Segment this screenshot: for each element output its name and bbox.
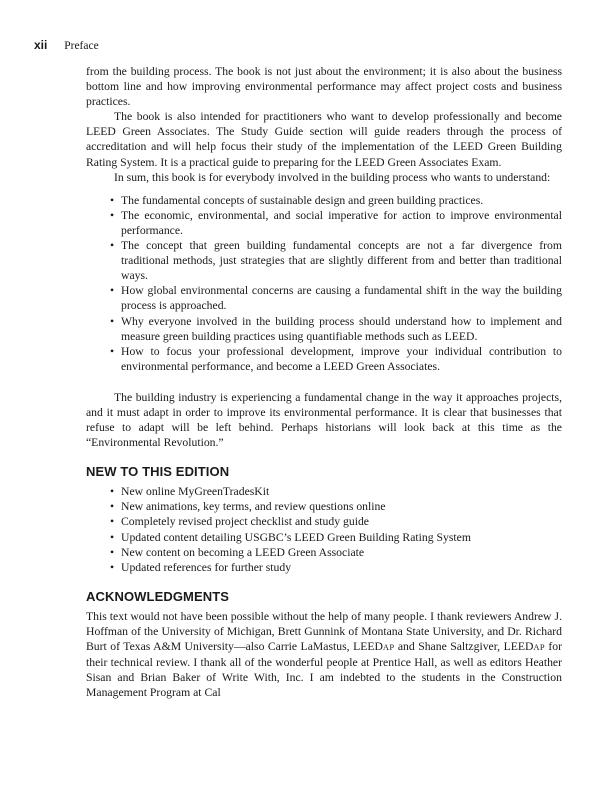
closing-paragraph: The building industry is experiencing a fundamental change in the way it approaches projects, and it must adapt in order to improve its environmental performance. It is clear that businesses that refuse to adapt will be left behind. Perhaps historians will look back at this time as the “Environmental Revolution.” — [86, 390, 562, 450]
list-item: • Updated content detailing USGBC’s LEED Green Building Rating System — [112, 530, 562, 545]
ack-text-2: and Shane Saltzgiver, — [394, 640, 504, 653]
list-item: • How to focus your professional development, improve your individual contribution to environmental performance, and become a LEED Green Associates. — [112, 344, 562, 374]
acknowledgments-paragraph — [86, 609, 562, 701]
leed-credential: LEED — [353, 640, 383, 653]
ap-credential: AP — [382, 642, 395, 652]
list-item: • The concept that green building fundamental concepts are not a far divergence from traditional methods, just strategies that are slightly different from and better than traditional ways. — [112, 238, 562, 283]
running-head — [34, 38, 99, 53]
ap-credential: AP — [533, 642, 545, 652]
body-text — [86, 64, 562, 700]
leed-credential: LEED — [503, 640, 534, 653]
acknowledgments-heading: ACKNOWLEDGMENTS — [86, 588, 230, 604]
intro-paragraph-3: In sum, this book is for everybody involved in the building process who wants to understand: — [114, 170, 551, 184]
list-item: • The fundamental concepts of sustainable design and green building practices. — [112, 193, 562, 208]
list-item: • New content on becoming a LEED Green Associate — [112, 545, 562, 560]
list-item: • How global environmental concerns are causing a fundamental shift in the way the building process is approached. — [112, 283, 562, 313]
new-edition-list — [86, 484, 562, 575]
list-item: • New animations, key terms, and review questions online — [112, 499, 562, 514]
intro-paragraph-1: from the building process. The book is not just about the environment; it is also about the business bottom line and how improving environmental performance may affect project costs and business practices. — [86, 65, 562, 109]
page-number: xii — [34, 38, 48, 52]
ack-text-1: This text would not have been possible without the help of many people. I thank reviewers Andrew J. Hoffman of the University of Michigan, Brett Gunnink of Montana State University, and Dr. Richard Burt of Texas A&M University—also Carrie LaMastus, — [86, 609, 562, 653]
ack-text-3: for their technical review. I thank all of the wonderful people at Prentice Hall, as well as editors Heather Sisan and Brian Baker of Write With, Inc. I am indebted to the students in the Construction Management Program at Cal — [86, 640, 562, 700]
section-title: Preface — [64, 40, 99, 52]
list-item: • Completely revised project checklist and study guide — [112, 514, 562, 529]
intro-paragraph-2: The book is also intended for practitioners who want to develop professionally and become LEED Green Associates. The Study Guide section will guide readers through the process of accreditation and will help focus their study of the implementation of the LEED Green Building Rating System. It is a practical guide to preparing for the LEED Green Associates Exam. — [86, 110, 562, 169]
understand-list — [86, 193, 562, 374]
new-edition-heading: NEW TO THIS EDITION — [86, 464, 230, 480]
list-item: • Why everyone involved in the building process should understand how to implement and measure green building practices using quantifiable methods such as LEED. — [112, 314, 562, 344]
list-item: • Updated references for further study — [112, 560, 562, 575]
list-item: • New online MyGreenTradesKit — [112, 484, 562, 499]
list-item: • The economic, environmental, and social imperative for action to improve environmental performance. — [112, 208, 562, 238]
